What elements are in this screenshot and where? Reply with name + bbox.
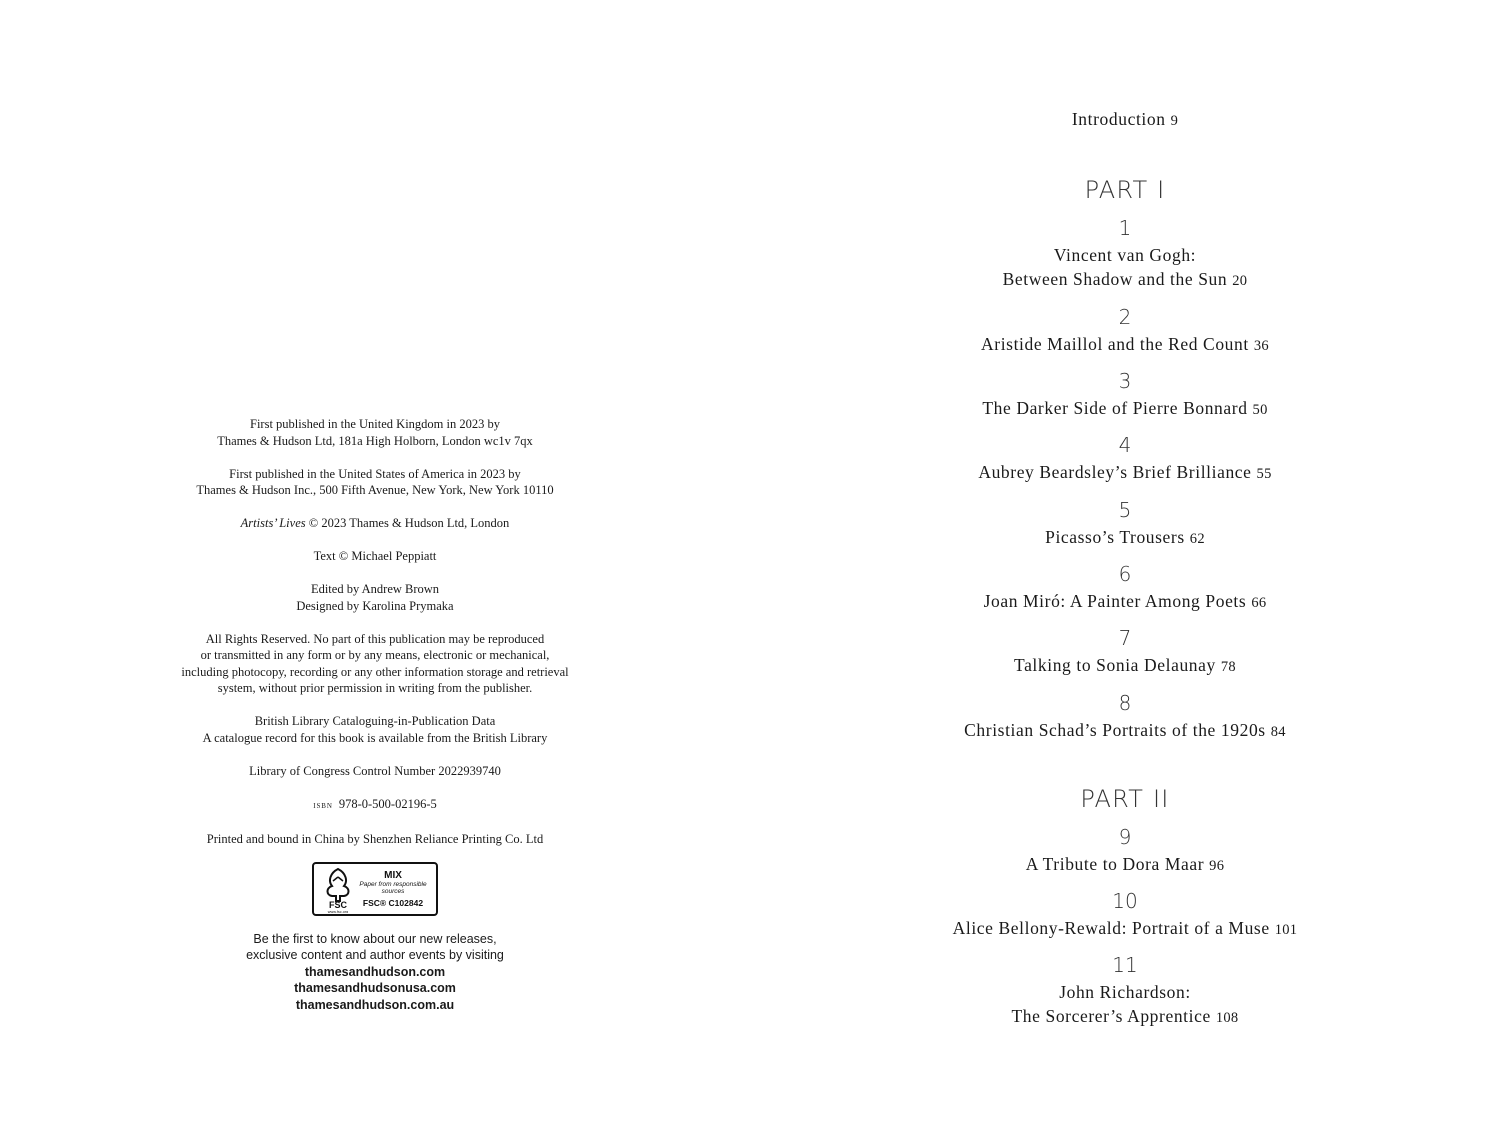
chapter-number: 9 — [1118, 825, 1132, 849]
toc-entry[interactable] — [750, 499, 1500, 551]
page-number: 50 — [1252, 402, 1268, 418]
cip-data: British Library Cataloguing-in-Publication Data A catalogue record for this book is available from the British Library — [202, 714, 548, 746]
chapter-number: 2 — [1118, 305, 1132, 329]
fsc-brand: FSC — [329, 899, 347, 910]
page-number: 84 — [1270, 724, 1286, 740]
designer-credit: Designed by Karolina Prymaka — [296, 598, 454, 613]
chapter-number: 1 — [1118, 216, 1132, 240]
toc-entry[interactable] — [750, 627, 1500, 679]
page-number: 55 — [1256, 466, 1272, 482]
website-link-uk[interactable]: thamesandhudson.com — [304, 964, 446, 979]
website-link-au[interactable]: thamesandhudson.com.au — [295, 997, 455, 1012]
chapter-title: Alice Bellony-Rewald: Portrait of a Muse 101 — [952, 918, 1298, 938]
chapter-number: 5 — [1118, 498, 1132, 522]
fsc-logo — [312, 862, 438, 916]
toc-entry[interactable] — [750, 692, 1500, 744]
loc-number: Library of Congress Control Number 2022939740 — [249, 764, 501, 779]
toc-entry[interactable] — [750, 890, 1500, 942]
chapter-number: 4 — [1118, 433, 1132, 457]
chapter-title: Aubrey Beardsley’s Brief Brilliance 55 — [978, 462, 1272, 482]
chapter-title: Christian Schad’s Portraits of the 1920s 84 — [964, 720, 1286, 740]
chapter-title: Picasso’s Trousers 62 — [1045, 527, 1205, 547]
printer-credit: Printed and bound in China by Shenzhen Reliance Printing Co. Ltd — [206, 832, 544, 847]
book-title: Artists’ Lives — [240, 516, 306, 531]
chapter-number: 11 — [1112, 953, 1138, 977]
chapter-title: Vincent van Gogh: Between Shadow and the Sun 20 — [1002, 245, 1248, 289]
toc-entry[interactable] — [750, 306, 1500, 358]
part-heading: PART II — [1080, 785, 1170, 813]
isbn-label: isbn — [313, 801, 333, 812]
chapter-number: 8 — [1118, 691, 1132, 715]
chapter-title: The Darker Side of Pierre Bonnard 50 — [982, 398, 1268, 418]
fsc-code: FSC® C102842 — [362, 897, 424, 908]
fsc-tree-icon — [320, 867, 356, 913]
chapter-number: 3 — [1118, 369, 1132, 393]
chapter-title: John Richardson: The Sorcerer’s Apprentice 108 — [1011, 982, 1239, 1026]
uk-edition: First published in the United Kingdom in 2023 by Thames & Hudson Ltd, 181a High Holborn, London wc1v 7qx — [217, 417, 533, 448]
chapter-title: Joan Miró: A Painter Among Poets 66 — [983, 591, 1267, 611]
publisher-promo: Be the first to know about our new releases, exclusive content and author events by visiting thamesandhudson.com thamesandhudsonusa.com thamesandhudson.com.au — [0, 931, 750, 1014]
chapter-title: Aristide Maillol and the Red Count 36 — [981, 334, 1269, 354]
fsc-site: www.fsc.org — [327, 909, 349, 913]
credits — [0, 581, 750, 614]
toc-introduction[interactable]: Introduction 9 — [1071, 109, 1179, 129]
page-number: 96 — [1209, 858, 1225, 874]
toc-entry[interactable] — [750, 954, 1500, 1030]
chapter-title: Talking to Sonia Delaunay 78 — [1014, 655, 1236, 675]
toc-entry[interactable] — [750, 217, 1500, 293]
fsc-label — [356, 870, 430, 909]
chapter-number: 10 — [1112, 889, 1138, 913]
us-edition: First published in the United States of America in 2023 by Thames & Hudson Inc., 500 Fifth Avenue, New York, New York 10110 — [196, 466, 554, 498]
fsc-mix: MIX — [384, 869, 402, 881]
page-number: 62 — [1189, 531, 1205, 547]
page-number: 66 — [1251, 595, 1267, 611]
text-credit: Text © Michael Peppiatt — [313, 549, 437, 564]
page-number: 20 — [1232, 273, 1248, 289]
copyright-line: Artists’ Lives © 2023 Thames & Hudson Ltd, London — [240, 516, 510, 531]
isbn-value: 978-0-500-02196-5 — [338, 797, 437, 812]
toc-entry[interactable] — [750, 434, 1500, 486]
page-number: 108 — [1215, 1010, 1239, 1026]
page-number: 36 — [1253, 338, 1269, 354]
chapter-number: 6 — [1118, 562, 1132, 586]
part-heading: PART I — [1084, 176, 1166, 204]
page-number: 78 — [1220, 659, 1236, 675]
isbn — [0, 796, 750, 815]
chapter-number: 7 — [1118, 626, 1132, 650]
toc-entry[interactable] — [750, 563, 1500, 615]
imprint-block — [0, 416, 750, 1013]
editor-credit: Edited by Andrew Brown — [310, 582, 440, 597]
page-number: 101 — [1274, 922, 1298, 938]
rights-notice: All Rights Reserved. No part of this publication may be reproduced or transmitted in any form or by any means, electronic or mechanical, including photocopy, recording or any other information storage and retrieval system, without prior permission in writing from the publisher. — [181, 631, 569, 696]
contents-page — [750, 0, 1500, 1148]
fsc-sub: Paper from responsible sources — [359, 880, 427, 895]
toc-entry[interactable] — [750, 826, 1500, 878]
chapter-title: A Tribute to Dora Maar 96 — [1025, 854, 1225, 874]
website-link-us[interactable]: thamesandhudsonusa.com — [294, 981, 456, 996]
toc-entry[interactable] — [750, 370, 1500, 422]
